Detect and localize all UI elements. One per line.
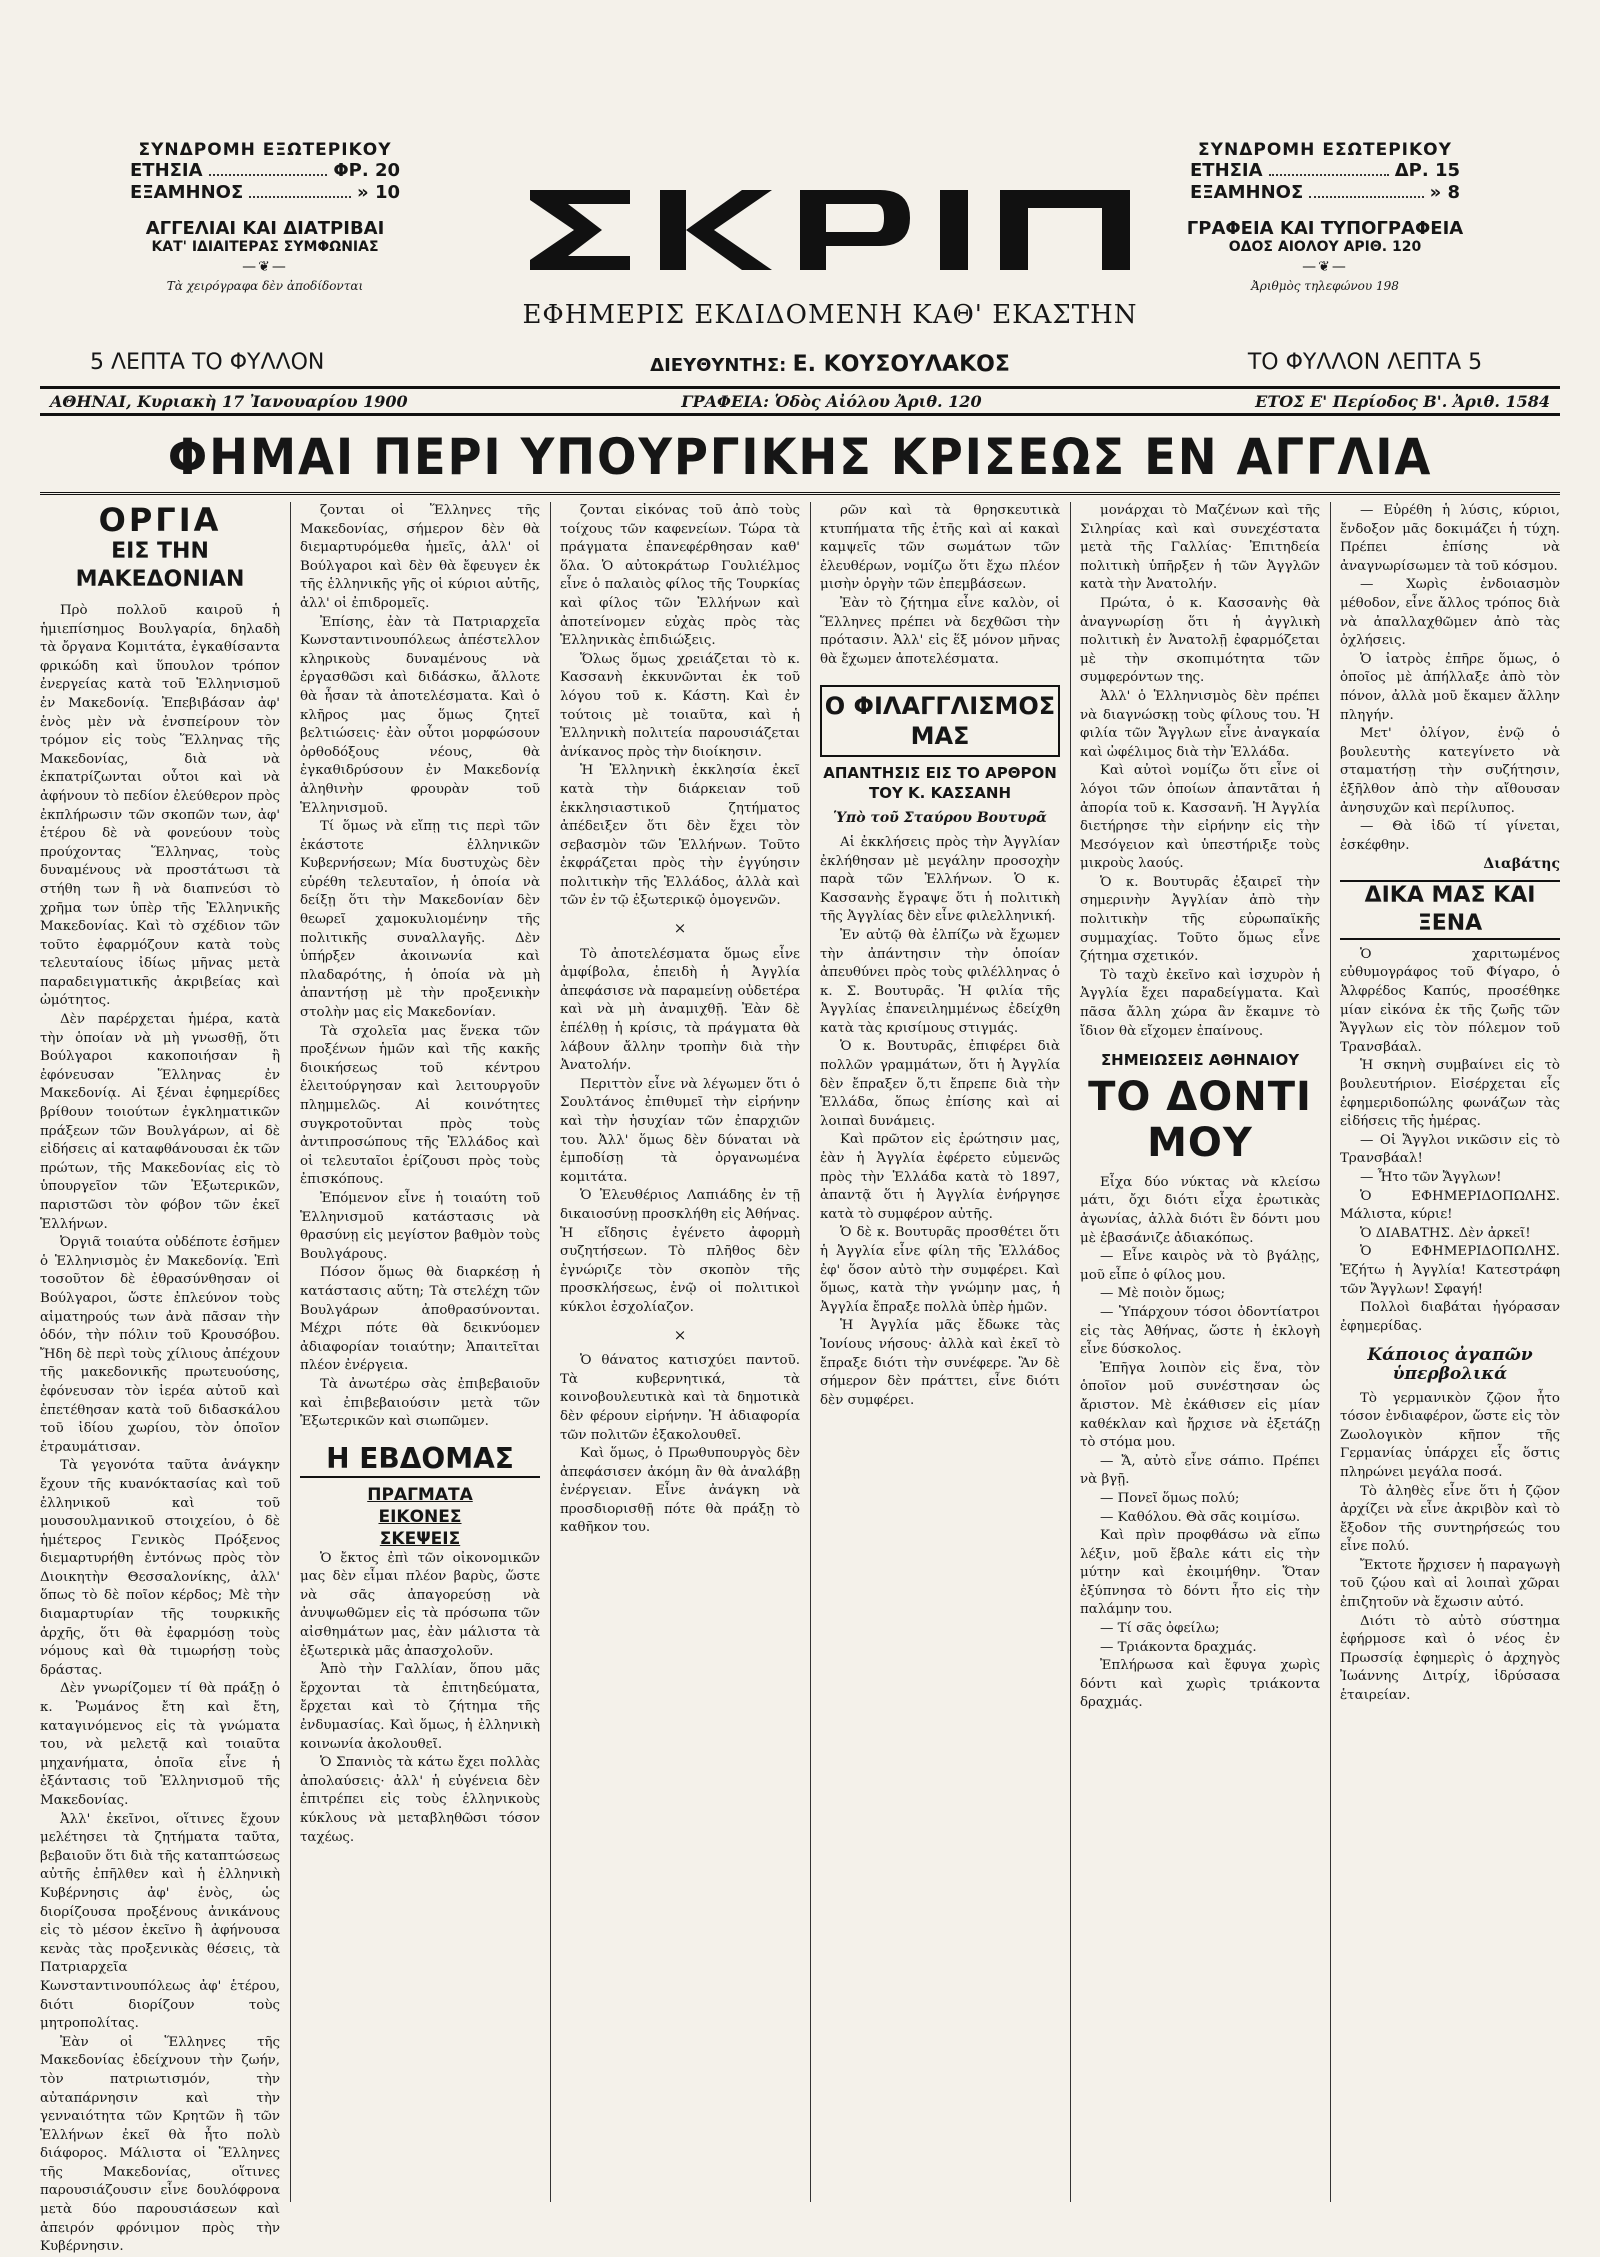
paragraph: Εἶχα δύο νύκτας νὰ κλείσω μάτι, ὄχι διότι εἶχα ἐρωτικὰς ἀγωνίας, ἀλλὰ διότι ἓν δόντι μου μὲ ἐβασάνιζε ἀδιακόπως. — [1080, 1174, 1320, 1246]
divider-x-icon: × — [673, 1325, 687, 1344]
section-subtitle: ΕΙΚΟΝΕΣ — [378, 1506, 462, 1527]
article-byline: Ὑπὸ τοῦ Σταύρου Βουτυρᾶ — [833, 810, 1047, 827]
article-subtitle: ΕΙΣ ΤΗΝ ΜΑΚΕΔΟΝΙΑΝ — [75, 539, 245, 592]
subscription-domestic-title: ΣΥΝΔΡΟΜΗ ΕΣΩΤΕΡΙΚΟΥ — [1198, 140, 1452, 160]
column-4 — [820, 502, 1060, 2202]
column-rule — [1330, 502, 1331, 2202]
main-headline: ΦΗΜΑΙ ΠΕΡΙ ΥΠΟΥΡΓΙΚΗΣ ΚΡΙΣΕΩΣ ΕΝ ΑΓΓΛΙΑ — [167, 428, 1433, 486]
paragraph: Ἀλλ' ἐκεῖνοι, οἵτινες ἔχουν μελέτησει τὰ ζητήματα ταῦτα, βεβαιοῦν ὅτι διὰ τῆς καταπτώσεως αὐτῆς ἐπῆλθεν καὶ ἡ ἐλληνικὴ Κυβέρνησις ἀφ' ἑνὸς, ὡς διορίζουσα προξένους ἀνικάνους εἰς τὸ μέσον ἐκεῖνο ἢ ἀφήνουσα κενὰς τὰς προξενικὰς θέσεις, τὰ Πατριαρχεῖα Κωνσταντινουπόλεως ἀφ' ἑτέρου, διότι διορίζουν τοὺς μητροπολίτας. — [40, 1811, 280, 2032]
paragraph: Πρώτα, ὁ κ. Κασσανὴς θὰ ἀναγνωρίσῃ ὅτι ἡ ἀγγλικὴ πολιτικὴ ἐν Ἀνατολῇ ἐφαρμόζεται μὲ τὴν σκοπιμότητα τῶν συμφερόντων της. — [1080, 595, 1320, 686]
director-label: ΔΙΕΥΘΥΝΤΗΣ: — [650, 355, 787, 376]
price-label: ΕΤΗΣΙΑ — [130, 160, 203, 181]
paragraph: Ἀλλ' ὁ Ἑλληνισμὸς δὲν πρέπει νὰ διαγνώσκῃ τοὺς φίλους του. Ἡ φιλία τῶν Ἄγγλων εἶνε ἀναγκαία καὶ ὠφέλιμος διὰ τὴν Ἑλλάδα. — [1080, 688, 1320, 760]
paragraph: Πόσον ὅμως θὰ διαρκέσῃ ἡ κατάστασις αὕτη; Τὰ στελέχη τῶν Βουλγάρων ἀποθρασύνονται. Μέχρι πότε θὰ δεικνύομεν ἀδιαφορίαν τοιαύτην; Ἀπαιτεῖται πλέον ἐνέργεια. — [300, 1265, 540, 1374]
telephone-note: Ἀριθμὸς τηλεφώνου 198 — [1251, 279, 1399, 293]
paragraph: Ἡ σκηνὴ συμβαίνει εἰς τὸ βουλευτήριον. Εἰσέρχεται εἷς ἐφημεριδοπώλης φωνάζων τὰς εἰδήσεις τῆς ἡμέρας. — [1340, 1058, 1560, 1130]
paragraph: Καὶ πρὶν προφθάσω νὰ εἴπω λέξιν, μοῦ ἔβαλε κάτι εἰς τὴν μύτην καὶ ἐκοιμήθην. Ὅταν ἐξύπνησα τὸ δόντι ἦτο εἰς τὴν παλάμην του. — [1080, 1528, 1320, 1618]
dateline-bar — [40, 386, 1560, 416]
director-line — [510, 352, 1150, 377]
paragraph: Ἐὰν οἱ Ἕλληνες τῆς Μακεδονίας ἐδείχνουν τὴν ζωήν, τὸν πατριωτισμόν, τὴν αὐταπάρνησιν καὶ τὴν γενναιότητα τῶν Κρητῶν ἢ τῶν Ἑλλήνων ἐκεῖ θὰ ἦτο πολὺ διάφορος. Μάλιστα οἱ Ἕλληνες τῆς Μακεδονίας, οἵτινες παρουσιάζουσιν εἶνε δουλόφρονα μετὰ δύο παρουσιάσεων καὶ ἀπειρόν φρόνιμον πρὸς τὴν Κυβέρνησιν. — [40, 2034, 280, 2255]
column-rule — [810, 502, 811, 2202]
price-row — [1160, 160, 1490, 182]
section-subtitle: ΠΡΑΓΜΑΤΑ — [367, 1484, 473, 1505]
paragraph: — Ὑπάρχουν τόσοι ὀδοντίατροι εἰς τὰς Ἀθήνας, ὥστε ἡ ἐκλογὴ εἶνε δύσκολος. — [1080, 1304, 1320, 1358]
price-label: ΕΞΑΜΗΝΟΣ — [1190, 182, 1304, 203]
column-1 — [40, 501, 280, 2255]
paragraph: — Τί σᾶς ὀφείλω; — [1100, 1621, 1220, 1637]
price-value: » 8 — [1429, 182, 1460, 203]
paragraph: Ὁ κ. Βουτυρᾶς, ἐπιφέρει διὰ πολλῶν γραμμάτων, ὅτι ἡ Ἀγγλία δὲν ἔπραξεν ὅ,τι ἔπρεπε διὰ τὴν Ἑλλάδα, ὅπως ἐπίσης καὶ αἱ λοιπαὶ δυνάμεις. — [820, 1039, 1060, 1129]
paragraph: Ὁ κ. Βουτυρᾶς ἐξαιρεῖ τὴν σημερινὴν Ἀγγλίαν ἀπὸ τὴν πολιτικὴν τῆς εὐρωπαϊκῆς συμμαχίας. Τοῦτο ὅμως εἶνε ζήτημα σχετικόν. — [1080, 874, 1320, 965]
paragraph: — Μὲ ποιὸν ὅμως; — [1100, 1286, 1226, 1302]
column-rule — [550, 502, 551, 2202]
paragraph: Δὲν παρέρχεται ἡμέρα, κατὰ τὴν ὁποίαν νὰ μὴ γνωσθῇ, ὅτι Βούλγαροι κακοποιήσαν ἢ ἐφόνευσαν Ἕλληνας ἐν Μακεδονίᾳ. Αἱ ξέναι ἐφημερίδες βρίθουν τοιούτων ἐγκληματικῶν πράξεων τῶν Βουλγάρων, αἱ δὲ εἰδήσεις αἱ καταφθάνουσαι ἐκ τῶν πρώτων, τῆς Μακεδονίας εἰς τὸ ὑπουργεῖον τῶν Ἐξωτερικῶν, παριστῶσι τὸν φόβον τῶν ἐκεῖ Ἑλλήνων. — [40, 1012, 280, 1232]
price-row — [100, 182, 430, 204]
paragraph: — Ἄ, αὐτὸ εἶνε σάπιο. Πρέπει νὰ βγῇ. — [1080, 1453, 1320, 1488]
paragraph: — Καθόλου. Θὰ σᾶς κοιμίσω. — [1100, 1509, 1301, 1525]
paragraph: Περιττὸν εἶνε νὰ λέγωμεν ὅτι ὁ Σουλτάνος ἐπιθυμεῖ τὴν εἰρήνην καὶ τὴν ἡσυχίαν τῶν ἐπαρχιῶν του. Ἀλλ' ὅμως δὲν δύναται νὰ ἐμποδίσῃ τὰ ὀργανωμένα κομιτάτα. — [560, 1076, 800, 1185]
paragraph: Τὰ ἀνωτέρω σὰς ἐπιβεβαιοῦν καὶ ἐπιβεβαιούσιν μετὰ τῶν Ἐξωτερικῶν καὶ σιωπῶμεν. — [300, 1376, 540, 1430]
price-label: ΕΞΑΜΗΝΟΣ — [130, 182, 244, 203]
paragraph: — Ἦτο τῶν Ἄγγλων! — [1360, 1170, 1502, 1185]
paragraph: Ὁ Ἐλευθέριος Λαπιάδης ἐν τῇ δικαιοσύνῃ προσκλήθη εἰς Ἀθήνας. Ἡ εἴδησις ἐγένετο ἀφορμὴ συζητήσεων. Τὸ πλῆθος δὲν ἐγνώριζε τὸν σκοπὸν τῆς προσκλήσεως, ἐνῷ οἱ πολιτικοὶ κύκλοι ἐσχολίαζον. — [560, 1188, 800, 1315]
newspaper-logo — [510, 180, 1150, 280]
paragraph: Ὁ χαριτωμένος εὐθυμογράφος τοῦ Φίγαρο, ὁ Ἀλφρέδος Καπύς, προσέθηκε μίαν εἰκόνα ἐκ τῆς ζωῆς τῶν Ἄγγλων εἰς τὸν πόλεμον τοῦ Τρανσβάαλ. — [1340, 946, 1560, 1055]
subscription-abroad-title: ΣΥΝΔΡΟΜΗ ΕΞΩΤΕΡΙΚΟΥ — [138, 140, 392, 160]
paragraph: — Πονεῖ ὅμως πολύ; — [1100, 1490, 1240, 1506]
paragraph: Ἡ Ἑλληνικὴ ἐκκλησία ἐκεῖ κατὰ τὴν διάρκειαν τοῦ ἐκκλησιαστικοῦ ζητήματος ἀπέδειξεν ὅτι δὲν ἔχει τὸν σεβασμὸν τῶν Ἑλλήνων. Τοῦτο ἐκφράζεται πρὸς τὴν ἐγγύησιν πολιτικὴν τῆς Ἑλλάδος, ἀλλὰ καὶ τῶν ἐν τῷ ἐξωτερικῷ ὁμογενῶν. — [560, 763, 800, 909]
ornament-icon: —❦— — [1302, 259, 1348, 275]
paragraph: Καὶ αὐτοὶ νομίζω ὅτι εἶνε οἱ λόγοι τῶν ὁποίων ἀπαντᾶται ἡ ἀπορία τοῦ κ. Κασσανῆ. Ἡ Ἀγγλία διετήρησε τὴν εἰρήνην εἰς τὴν Μεσόγειον καὶ ὑπεστήριξε τοὺς μικροὺς λαούς. — [1080, 763, 1320, 872]
paragraph: Τὸ γερμανικὸν ζῷον ἦτο τόσον ἐνδιαφέρον, ὥστε εἰς τὸν Ζωολογικὸν κῆπον τῆς Γερμανίας ὑπάρχει εἷς ὅστις πληρώνει μεγάλα ποσά. — [1340, 1390, 1560, 1480]
price-value: » 10 — [357, 182, 400, 203]
paragraph: Ἐπόμενον εἶνε ἡ τοιαύτη τοῦ Ἑλληνισμοῦ κατάστασις νὰ θρασύνῃ εἰς μεγίστον βαθμὸν τοὺς Βουλγάρους. — [300, 1190, 540, 1262]
offices-address: ΟΔΟΣ ΑΙΟΛΟΥ ΑΡΙΘ. 120 — [1228, 239, 1422, 255]
ads-heading: ΑΓΓΕΛΙΑΙ ΚΑΙ ΔΙΑΤΡΙΒΑΙ — [145, 218, 385, 239]
section-subtitle: ΣΚΕΨΕΙΣ — [379, 1528, 461, 1549]
issue-number: ΕΤΟΣ Ε' Περίοδος Β'. Ἀριθ. 1584 — [1255, 391, 1550, 411]
subscription-domestic-box — [1160, 140, 1490, 293]
paragraph: Ἐπῆγα λοιπὸν εἰς ἕνα, τὸν ὁποῖον μοῦ συνέστησαν ὡς ἄριστον. Μὲ ἐκάθισεν εἰς μίαν καθέκλαν καὶ ἤρχισε νὰ ἐξετάζῃ τὸ στόμα μου. — [1080, 1360, 1320, 1451]
divider-x-icon: × — [673, 919, 687, 938]
newspaper-subtitle: ΕΦΗΜΕΡΙΣ ΕΚΔΙΔΟΜΕΝΗ ΚΑΘ' ΕΚΑΣΤΗΝ — [522, 300, 1138, 330]
paragraph: — Εἶνε καιρὸς νὰ τὸ βγάλῃς, μοῦ εἶπε ὁ φίλος μου. — [1080, 1249, 1320, 1283]
price-value: ΦΡ. 20 — [333, 160, 400, 181]
issue-date: ΑΘΗΝΑΙ, Κυριακὴ 17 Ἰανουαρίου 1900 — [50, 391, 408, 411]
article-columns — [40, 501, 1560, 2255]
paragraph: Ὁ ΕΦΗΜΕΡΙΔΟΠΩΛΗΣ. Μάλιστα, κύριε! — [1340, 1188, 1560, 1223]
paragraph: Διότι τὸ αὐτὸ σύστημα ἐφήρμοσε καὶ ὁ νέος ἐν Πρωσσίᾳ ἐφημερὶς ὁ ἀρχηγὸς Ἰωάννης Διτρίχ, ἱδρύσασα ἑταιρείαν. — [1340, 1613, 1560, 1704]
offices-address-line: ΓΡΑΦΕΙΑ: Ὁδὸς Αἰόλου Ἀριθ. 120 — [681, 391, 982, 411]
column-5 — [1080, 502, 1320, 2202]
article-subtitle: ΑΠΑΝΤΗΣΙΣ ΕΙΣ ΤΟ ΑΡΘΡΟΝ ΤΟΥ Κ. ΚΑΣΣΑΝΗ — [823, 764, 1057, 803]
director-name: Ε. ΚΟΥΣΟΥΛΑΚΟΣ — [792, 352, 1010, 377]
paragraph: — Τριάκοντα δραχμάς. — [1100, 1639, 1257, 1655]
price-row — [1160, 182, 1490, 204]
paragraph: μονάρχαι τὸ Μαζένων καὶ τῆς Σιληρίας καὶ καὶ συνεχέστατα μετὰ τῆς Γαλλίας· Ἐπιτηδεία πολιτικὴ ὑπῆρξεν ἡ τῶν Ἀγγλῶν κατὰ τὴν Ἀνατολήν. — [1080, 503, 1320, 593]
paragraph: Ἡ Ἀγγλία μᾶς ἔδωκε τὰς Ἰονίους νήσους· ἀλλὰ καὶ ἐκεῖ τὸ ἔπραξε διότι τὴν συνέφερε. Ἂν δὲ σήμερον δὲν πράττει, εἶνε διότι δὲν συμφέρει. — [820, 1318, 1060, 1408]
paragraph: Τὸ ἀποτελέσματα ὅμως εἶνε ἀμφίβολα, ἐπειδὴ ἡ Ἀγγλία ἀπεφάσισε νὰ παραμείνῃ οὐδετέρα καὶ νὰ μὴ ἀναμιχθῇ. Ἐὰν δὲ ἐπέλθῃ ἡ κρίσις, τὰ πράγματα θὰ λάβουν ἄλλην τροπὴν διὰ τὴν Ἀνατολήν. — [560, 946, 800, 1074]
paragraph: — Οἱ Ἄγγλοι νικῶσιν εἰς τὸ Τρανσβάαλ! — [1340, 1132, 1560, 1167]
price-row — [100, 160, 430, 182]
headline-rule — [40, 492, 1560, 495]
paragraph: Ἐπίσης, ἐὰν τὰ Πατριαρχεῖα Κωνσταντινουπόλεως ἀπέστελλον κληρικοὺς δυναμένους νὰ ἐργασθῶσι καὶ διδάσκω, ἄλλοτε θὰ ἦσαν τὰ ἀποτελέσματα. Καὶ ὁ κλῆρος μας ὅμως ζητεῖ βελτιώσεις· ἐὰν οὗτοι μορφώσουν ὀρθοδόξους νέους, θὰ ἐγκαθιδρύσουν ἐν Μακεδονίᾳ ἀληθινὴν φρουρὰν τοῦ Ἑλληνισμοῦ. — [300, 614, 540, 816]
paragraph: Ἐπλήρωσα καὶ ἔφυγα χωρὶς δόντι καὶ χωρὶς τριάκοντα δραχμάς. — [1080, 1658, 1320, 1711]
paragraph: Πρὸ πολλοῦ καιροῦ ἡ ἡμιεπίσημος Βουλγαρία, δηλαδὴ τὰ ὄργανα Κομιτάτα, ἐγκαθίσαντα φρικώδη καὶ ὕπουλον τρόπον ἐνεργείας κατὰ τοῦ Ἑλληνισμοῦ ἐν Μακεδονίᾳ. Ἐπεβιβάσαν ἀφ' ἑνὸς μὲν νὰ ἐνσπείρουν τὸν τρόμον εἰς τοὺς Ἕλληνας τῆς Μακεδονίας, διὰ νὰ ἐκπατρίζωνται οὗτοι καὶ νὰ ἀφήνουν τὸ πεδίον ἐλεύθερον πρὸς ἐκπλήρωσιν τῶν σκοπῶν των, ἀφ' ἑτέρου δὲ νὰ φονεύουν τοὺς προύχοντας Ἕλληνας, τοὺς δυναμένους νὰ προστάτωσι τὰ στήθη των ἢ νὰ διαπνεύσι τὸ χρῆμα των ὑπὲρ τῆς Ἑλληνικῆς Μακεδονίας. Καὶ τὸ σχέδιον τῶν τοῦτο ἐφαρμόζουν κατὰ τοὺς τελευταίους ἰδίως μῆνας μετὰ παραδειγματικῆς ἀκριβείας καὶ ὠμότητος. — [40, 603, 280, 1009]
price-left: 5 ΛΕΠΤΑ ΤΟ ΦΥΛΛΟΝ — [90, 350, 325, 375]
paragraph: Καὶ ὅμως, ὁ Πρωθυπουργὸς δὲν ἀπεφάσισεν ἀκόμη ἂν θὰ ἀναλάβῃ ἐνέργειαν. Εἶνε ἀνάγκη νὰ προσδιορισθῇ πότε θὰ πράξῃ τὸ καθῆκον του. — [560, 1446, 800, 1536]
dot-leader — [209, 160, 328, 176]
price-label: ΕΤΗΣΙΑ — [1190, 160, 1263, 181]
paragraph: Ὁ θάνατος κατισχύει παντοῦ. Τὰ κυβερνητικά, τὰ κοινοβουλευτικὰ καὶ τὰ δημοτικὰ δὲν φέρουν εἰρήνην. Ἡ ἀδιαφορία τῶν πολιτῶν ἐξακολουθεῖ. — [560, 1353, 800, 1443]
paragraph: Τὰ σχολεῖα μας ἕνεκα τῶν προξένων ἡμῶν καὶ τῆς κακῆς διοικήσεως τοῦ κέντρου ἐλειτούργησαν καὶ λειτουργοῦν πλημμελῶς. Αἱ κοινότητες συγκροτοῦνται πρὸς τοὺς ἀντιπροσώπους τῆς Ἑλλάδος καὶ οἱ τελευταῖοι ἐρίζουσι πρὸς τοὺς ἐπισκόπους. — [300, 1023, 540, 1188]
newspaper-page — [40, 30, 1560, 2255]
section-title: Η ΕΒΔΟΜΑΣ — [300, 1442, 540, 1478]
paragraph: Καὶ πρῶτον εἰς ἐρώτησιν μας, ἐὰν ἡ Ἀγγλία ἐφέρετο εὐμενῶς πρὸς τὴν Ἑλλάδα κατὰ τὸ 1897, ἀπαντᾷ ὅτι ἡ Ἀγγλία ἐνήργησε κατὰ τὸ συμφέρον αὐτῆς. — [820, 1132, 1060, 1222]
paragraph: Ὁ ΕΦΗΜΕΡΙΔΟΠΩΛΗΣ. Ἐζήτω ἡ Ἀγγλία! Κατεστράφη τῶν Ἄγγλων! Σφαγή! — [1340, 1244, 1560, 1297]
article-title: Ο ΦΙΛΑΓΓΛΙΣΜΟΣ ΜΑΣ — [820, 685, 1060, 757]
paragraph: Ἐὰν τὸ ζήτημα εἶνε καλὸν, οἱ Ἕλληνες πρέπει νὰ δεχθῶσι τὴν πρότασιν. Ἀλλ' εἰς ἕξ μόνον μῆνας θὰ ἔχωμεν ἀποτελέσματα. — [820, 595, 1060, 667]
paragraph: ζονται οἱ Ἕλληνες τῆς Μακεδονίας, σήμερον δὲν θὰ διεμαρτυρόμεθα ἡμεῖς, ἀλλ' οἱ Βούλγαροι καὶ δὲν θὰ ἔφευγεν ἐκ τῆς ἑλληνικῆς γῆς οἱ κύριοι αὐτῆς, ἀλλ' οἱ ἐπιδρομεῖς. — [300, 503, 540, 611]
paragraph: Τὸ ἀληθὲς εἶνε ὅτι ἡ ζῷον ἀρχίζει νὰ εἶνε ἀκριβὸν καὶ τὸ ἔξοδον τῆς συντηρήσεώς του εἶνε πολύ. — [1340, 1483, 1560, 1555]
author-signoff: Διαβάτης — [1483, 856, 1560, 873]
paragraph: — Θὰ ἰδῶ τί γίνεται, ἐσκέφθην. — [1340, 819, 1560, 853]
paragraph: Τί ὅμως νὰ εἴπῃ τις περὶ τῶν ἐκάστοτε ἑλληνικῶν Κυβερνήσεων; Μία δυστυχὼς δὲν εὑρέθη τελευταῖον, ἡ ὁποία νὰ δείξῃ ὅτι τὴν Μακεδονίαν δὲν θεωρεῖ χαμοκυλιομένην τῆς πολιτικῆς συναλλαγῆς. Δὲν ὑπήρξεν ἀκοινωνία καὶ πλαδαρότης, ἡ ὁποία νὰ μὴ ἀπαντήσῃ μὲ τὴν προξενικὴν στολὴν μας εἰς Μακεδονίαν. — [300, 819, 540, 1021]
paragraph: Ὁ ἔκτος ἐπὶ τῶν οἰκονομικῶν μας δὲν εἶμαι πλέον βαρὺς, ὥστε νὰ σᾶς ἀπαγορεύσῃ νὰ ἀνυψωθῶμεν εἰς τὰ πρόσωπα τῶν αἰσθημάτων μας, ἐὰν μάλιστα τὰ ἐξωτερικὰ μᾶς ἀπασχολοῦν. — [300, 1550, 540, 1659]
paragraph: Ὁ δὲ κ. Βουτυρᾶς προσθέτει ὅτι ἡ Ἀγγλία εἶνε φίλη τῆς Ἑλλάδος ἐφ' ὅσον αὐτὸ τὴν συμφέρει. Καὶ ὅμως, κατὰ τὴν γνώμην μας, ἡ Ἀγγλία ἔπραξε πολλὰ ὑπὲρ ἡμῶν. — [820, 1225, 1060, 1315]
paragraph: Μετ' ὀλίγον, ἐνῷ ὁ βουλευτὴς κατεγίνετο νὰ σταματήσῃ τὴν συζήτησιν, ἐξῆλθον ἀπὸ τὴν αἴθουσαν ἀνησυχῶν καὶ περίλυπος. — [1340, 726, 1560, 816]
paragraph: Ὀργιᾶ τοιαύτα οὐδέποτε ἐσῆμεν ὁ Ἑλληνισμὸς ἐν Μακεδονίᾳ. Ἐπὶ τοσοῦτον δὲ ἐθρασύνθησαν οἱ Βούλγαροι, ὥστε ἐπλεύνον τοὺς αἱματηρούς των ἀνὰ πᾶσαν τὴν ὁδόν, τὴν πόλιν τοῦ Κρουσόβου. Ἤδη δὲ περὶ τοὺς χίλιους ἀπέχουν τῆς μακεδονικῆς πρωτευούσης, ἐφόνευσαν τὸν ἱερέα αὐτοῦ καὶ ἐπετέθησαν κατὰ τοῦ διδασκάλου τοῦ ἰδίου χωρίου, τὸν ὁποῖον ἐτραυμάτισαν. — [40, 1235, 280, 1455]
paragraph: Ἐν αὐτῷ θὰ ἐλπίζω νὰ ἔχωμεν τὴν ἀπάντησιν τὴν ὁποίαν ἀπευθύνει πρὸς τοὺς φιλέλληνας ὁ κ. Σ. Βουτυρᾶς. Ἡ φιλία τῆς Ἀγγλίας ἐπανειλημμένως ἐδείχθη κατὰ τὰς κρισίμους στιγμάς. — [820, 927, 1060, 1036]
paragraph: Πολλοὶ διαβάται ἠγόρασαν ἐφημερίδας. — [1340, 1300, 1560, 1334]
paragraph: Ἀπὸ τὴν Γαλλίαν, ὅπου μᾶς ἔρχονται τὰ ἐπιτηδεύματα, ἔρχεται καὶ τὸ ζήτημα τῆς ἐνδυμασίας. Καὶ ὅμως, ἡ ἐλληνικὴ κοινωνία ἀκολουθεῖ. — [300, 1662, 540, 1752]
column-rule — [290, 502, 291, 2202]
column-rule — [1070, 502, 1071, 2202]
paragraph: — Εὐρέθη ἡ λύσις, κύριοι, ἔνδοξον μᾶς δοκιμάζει ἡ τύχη. Πρέπει ἐπίσης νὰ ἀναγνωρίσωμεν τὰ τοῦ κόσμου. — [1340, 503, 1560, 574]
paragraph: Τὸ ταχὺ ἐκεῖνο καὶ ἰσχυρὸν ἡ Ἀγγλία ἔχει παραδείγματα. Καὶ πᾶσα ἄλλη χώρα ἂν ἔκαμνε τὸ ἴδιον θὰ εἴχομεν ἐπαίνους. — [1080, 967, 1320, 1039]
ads-terms: ΚΑΤ' ΙΔΙΑΙΤΕΡΑΣ ΣΥΜΦΩΝΙΑΣ — [151, 239, 379, 255]
paragraph: Ὁ Σπανιὸς τὰ κάτω ἔχει πολλὰς ἀπολαύσεις· ἀλλ' ἡ εὐγένεια δὲν ἐπιτρέπει εἰς τοὺς ἑλληνικοὺς κύκλους νὰ μεταβληθῶσι τόσον ταχέως. — [300, 1755, 540, 1845]
subscription-abroad-box — [100, 140, 430, 293]
dot-leader — [1309, 182, 1423, 198]
paragraph: Ἔκτοτε ἤρχισεν ἡ παραγωγὴ τοῦ ζῴου καὶ αἱ λοιπαὶ χῶραι ἐπιζητοῦν νὰ ἔχωσιν αὐτό. — [1340, 1557, 1560, 1611]
section-title: ΔΙΚΑ ΜΑΣ ΚΑΙ ΞΕΝΑ — [1340, 880, 1560, 940]
ornament-icon: —❦— — [242, 259, 288, 275]
dot-leader — [1269, 160, 1389, 176]
price-right: ΤΟ ΦΥΛΛΟΝ ΛΕΠΤΑ 5 — [1247, 350, 1483, 375]
paragraph: Αἱ ἐκκλήσεις πρὸς τὴν Ἀγγλίαν ἐκλήθησαν μὲ μεγάλην προσοχὴν παρὰ τῶν Ἑλλήνων. Ὁ κ. Κασσανὴς ἔγραψε ὅτι ἡ πολιτικὴ τῆς Ἀγγλίας δὲν εἶνε φιλελληνική. — [820, 834, 1060, 925]
manuscripts-note: Τὰ χειρόγραφα δὲν ἀποδίδονται — [166, 279, 364, 293]
price-value: ΔΡ. 15 — [1394, 160, 1460, 181]
paragraph: — Χωρὶς ἐνδοιασμὸν μέθοδον, εἶνε ἄλλος τρόπος διὰ νὰ ἀπαλλαχθῶμεν ἀπὸ τὰς ὀχλήσεις. — [1340, 577, 1560, 649]
section-title: ΣΗΜΕΙΩΣΕΙΣ ΑΘΗΝΑΙΟΥ — [1100, 1051, 1300, 1070]
dot-leader — [249, 182, 351, 198]
section-subtitle: Κάποιος ἀγαπῶν ὑπερβολικά — [1367, 1345, 1533, 1384]
offices-heading: ΓΡΑΦΕΙΑ ΚΑΙ ΤΥΠΟΓΡΑΦΕΙΑ — [1186, 218, 1464, 239]
paragraph: ζονται εἰκόνας τοῦ ἀπὸ τοὺς τοίχους τῶν καφενείων. Τώρα τὰ πράγματα ἐπανεφέρθησαν καθ' ὅλα. Ὁ αὐτοκράτωρ Γουλιέλμος εἶνε ὁ παλαιὸς φίλος τῆς Τουρκίας καὶ φίλος τῶν Ἑλλήνων καὶ ἀποτείνομεν εὐχὰς πρὸς τὰς Ἑλληνικὰς ἐπιδιώξεις. — [560, 503, 800, 649]
paragraph: Ὁ ΔΙΑΒΑΤΗΣ. Δὲν ἀρκεῖ! — [1360, 1225, 1531, 1241]
article-title: ΤΟ ΔΟΝΤΙ ΜΟΥ — [1088, 1073, 1312, 1166]
paragraph: Δὲν γνωρίζομεν τί θὰ πράξῃ ὁ κ. Ῥωμάνος ἔτη καὶ ἔτη, καταγινόμενος εἰς τὰ γνώματα του, νὰ μελετᾷ καὶ τοιαῦτα μηχανήματα, ὁποῖα εἶνε ἡ ἐξάντασις τοῦ Ἑλληνισμοῦ τῆς Μακεδονίας. — [40, 1681, 280, 1808]
column-6 — [1340, 502, 1560, 2202]
paragraph: ρῶν καὶ τὰ θρησκευτικὰ κτυπήματα τῆς ἐτῆς καὶ αἱ κακαὶ καμψεῖς τῶν σωμάτων τῶν ἐλευθέρων, νομίζω ὅτι ἔχω πλέον μισὴν ὀργὴν τῶν ἐπεμβάσεων. — [820, 503, 1060, 593]
article-title: ΟΡΓΙΑ — [98, 501, 222, 539]
paragraph: Τὰ γεγονότα ταῦτα ἀνάγκην ἔχουν τῆς κυανόκτασίας καὶ τοῦ ἐλληνικοῦ καὶ τοῦ μουσουλμανικοῦ στοιχείου, ὁ δὲ ἡμέτερος Γενικὸς Πρόξενος διεμαρτυρήθη ἐντόνως πρὸς τὸν Διοικητὴν Θεσσαλονίκης, ἀλλ' ὅπως τὸ δὲ ποῖον κέρδος; Μὲ τὴν διαμαρτυρίαν τῆς τουρκικῆς ἀρχῆς, ὅτι θὰ ἐφαρμόσῃ τοὺς νόμους καὶ θὰ τιμωρήσῃ τοὺς δράστας. — [40, 1458, 280, 1678]
column-2 — [300, 502, 540, 2202]
column-3 — [560, 502, 800, 2202]
paragraph: Ὁ ἰατρὸς ἐπῆρε ὅμως, ὁ ὁποῖος μὲ ἀπήλλαξε ἀπὸ τὸν πόνον, ἀλλὰ μοῦ ἔκαμεν ἄλλην πληγήν. — [1340, 651, 1560, 723]
paragraph: Ὅλως ὅμως χρειάζεται τὸ κ. Κασσανὴ ἐκκυνῶνται ἐκ τοῦ λόγου τοῦ κ. Κάστη. Καὶ ἐν τούτοις μὲ τοιαῦτα, καὶ ἡ Ἑλληνικὴ πολιτεία παρουσιάζεται ἀνίκανος πρὸς τὴν διοίκησιν. — [560, 651, 800, 760]
